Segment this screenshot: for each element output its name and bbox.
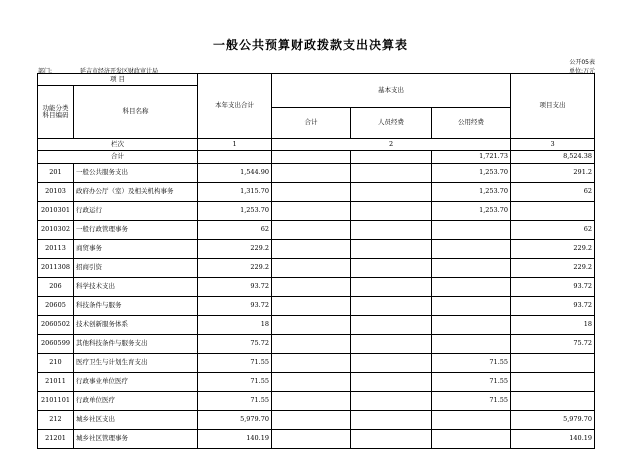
row-name: 医疗卫生与计划生育支出 [74,354,198,373]
table-row [38,316,595,335]
row-public: 71.55 [432,354,511,373]
row-code: 210 [38,354,74,373]
row-basic-total [272,221,351,240]
row-name: 招商引资 [74,259,198,278]
row-code: 21011 [38,373,74,392]
row-basic-total [272,278,351,297]
row-public: 1,253.70 [432,164,511,183]
row-name: 行政运行 [74,202,198,221]
table-row [38,278,595,297]
row-public [432,240,511,259]
row-basic-total [272,430,351,449]
row-project: 75.72 [511,335,595,354]
total-row-total [198,151,272,164]
row-personnel [351,259,432,278]
row-code: 2101101 [38,392,74,411]
table-row [38,411,595,430]
col-index-1: 1 [198,139,272,151]
department-label: 部门: [38,68,53,75]
total-row-public: 1,721.73 [432,151,511,164]
row-code: 2010301 [38,202,74,221]
row-basic-total [272,411,351,430]
row-code: 21201 [38,430,74,449]
row-total: 18 [198,316,272,335]
col-index-3: 3 [511,139,595,151]
row-basic-total [272,354,351,373]
row-name: 城乡社区支出 [74,411,198,430]
row-project: 93.72 [511,278,595,297]
personnel-header: 人员经费 [351,108,432,139]
row-total: 93.72 [198,278,272,297]
basic-total-header: 合计 [272,108,351,139]
row-personnel [351,430,432,449]
row-name: 政府办公厅（室）及相关机构事务 [74,183,198,202]
row-public: 1,253.70 [432,202,511,221]
row-total: 229.2 [198,240,272,259]
row-total: 62 [198,221,272,240]
table-row [38,297,595,316]
row-basic-total [272,240,351,259]
table-row [38,392,595,411]
row-name: 行政单位医疗 [74,392,198,411]
row-personnel [351,316,432,335]
row-code: 201 [38,164,74,183]
table-row [38,202,595,221]
row-total: 229.2 [198,259,272,278]
row-total: 71.55 [198,392,272,411]
row-name: 科技条件与服务 [74,297,198,316]
row-public: 71.55 [432,373,511,392]
row-project: 93.72 [511,297,595,316]
row-total: 140.19 [198,430,272,449]
row-basic-total [272,297,351,316]
row-code: 2060502 [38,316,74,335]
row-basic-total [272,202,351,221]
row-project: 291.2 [511,164,595,183]
department-name: 延吉市经济开发区财政审计局 [80,68,159,75]
row-public [432,259,511,278]
table-row [38,430,595,449]
row-project [511,392,595,411]
row-code: 20605 [38,297,74,316]
row-personnel [351,297,432,316]
table-row [38,164,595,183]
row-project: 5,979.70 [511,411,595,430]
expenditure-table [37,73,595,449]
row-project: 229.2 [511,259,595,278]
row-basic-total [272,183,351,202]
row-basic-total [272,259,351,278]
table-row [38,183,595,202]
subject-name-header: 科目名称 [74,86,198,139]
row-project: 62 [511,221,595,240]
total-header: 本年支出合计 [198,74,272,139]
row-basic-total [272,164,351,183]
row-public: 1,253.70 [432,183,511,202]
table-row [38,221,595,240]
row-code: 2060599 [38,335,74,354]
row-public [432,430,511,449]
row-project [511,202,595,221]
row-name: 一般公共服务支出 [74,164,198,183]
row-public: 71.55 [432,392,511,411]
project-header: 项目支出 [511,74,595,139]
row-name: 商贸事务 [74,240,198,259]
basic-header: 基本支出 [272,74,511,108]
total-row-basic [272,151,351,164]
row-name: 一般行政管理事务 [74,221,198,240]
col-index-2: 2 [272,139,511,151]
row-personnel [351,354,432,373]
row-project: 140.19 [511,430,595,449]
row-total: 71.55 [198,354,272,373]
row-code: 2011308 [38,259,74,278]
row-personnel [351,164,432,183]
row-project: 62 [511,183,595,202]
col-index-label: 栏次 [38,139,198,151]
row-basic-total [272,392,351,411]
row-public [432,335,511,354]
total-row-personnel [351,151,432,164]
row-project [511,354,595,373]
total-row-label: 合计 [38,151,198,164]
row-name: 技术创新服务体系 [74,316,198,335]
row-personnel [351,221,432,240]
table-row [38,354,595,373]
row-personnel [351,335,432,354]
row-code: 206 [38,278,74,297]
row-basic-total [272,316,351,335]
func-code-header: 功能分类科目编码 [38,86,74,139]
row-public [432,297,511,316]
row-public [432,316,511,335]
row-total: 93.72 [198,297,272,316]
row-personnel [351,392,432,411]
row-name: 城乡社区管理事务 [74,430,198,449]
row-personnel [351,240,432,259]
row-basic-total [272,373,351,392]
row-name: 科学技术支出 [74,278,198,297]
row-total: 1,315.70 [198,183,272,202]
total-row-project: 8,524.38 [511,151,595,164]
row-code: 2010302 [38,221,74,240]
row-personnel [351,183,432,202]
row-code: 20103 [38,183,74,202]
row-personnel [351,411,432,430]
row-project: 229.2 [511,240,595,259]
unit-label: 单位:万元 [568,68,595,75]
row-total: 75.72 [198,335,272,354]
page-title: 一般公共预算财政拨款支出决算表 [212,38,408,52]
row-public [432,411,511,430]
table-row [38,259,595,278]
table-row [38,373,595,392]
row-total: 1,253.70 [198,202,272,221]
row-personnel [351,373,432,392]
public-header: 公用经费 [432,108,511,139]
row-project [511,373,595,392]
row-total: 71.55 [198,373,272,392]
row-code: 20113 [38,240,74,259]
row-total: 5,979.70 [198,411,272,430]
row-code: 212 [38,411,74,430]
row-name: 其他科技条件与服务支出 [74,335,198,354]
row-personnel [351,278,432,297]
row-project: 18 [511,316,595,335]
form-number: 公开05表 [569,59,595,66]
row-public [432,278,511,297]
row-total: 1,544.90 [198,164,272,183]
item-group-header: 项 目 [38,74,198,86]
table-row [38,335,595,354]
table-row [38,240,595,259]
row-basic-total [272,335,351,354]
row-personnel [351,202,432,221]
row-name: 行政事业单位医疗 [74,373,198,392]
row-public [432,221,511,240]
